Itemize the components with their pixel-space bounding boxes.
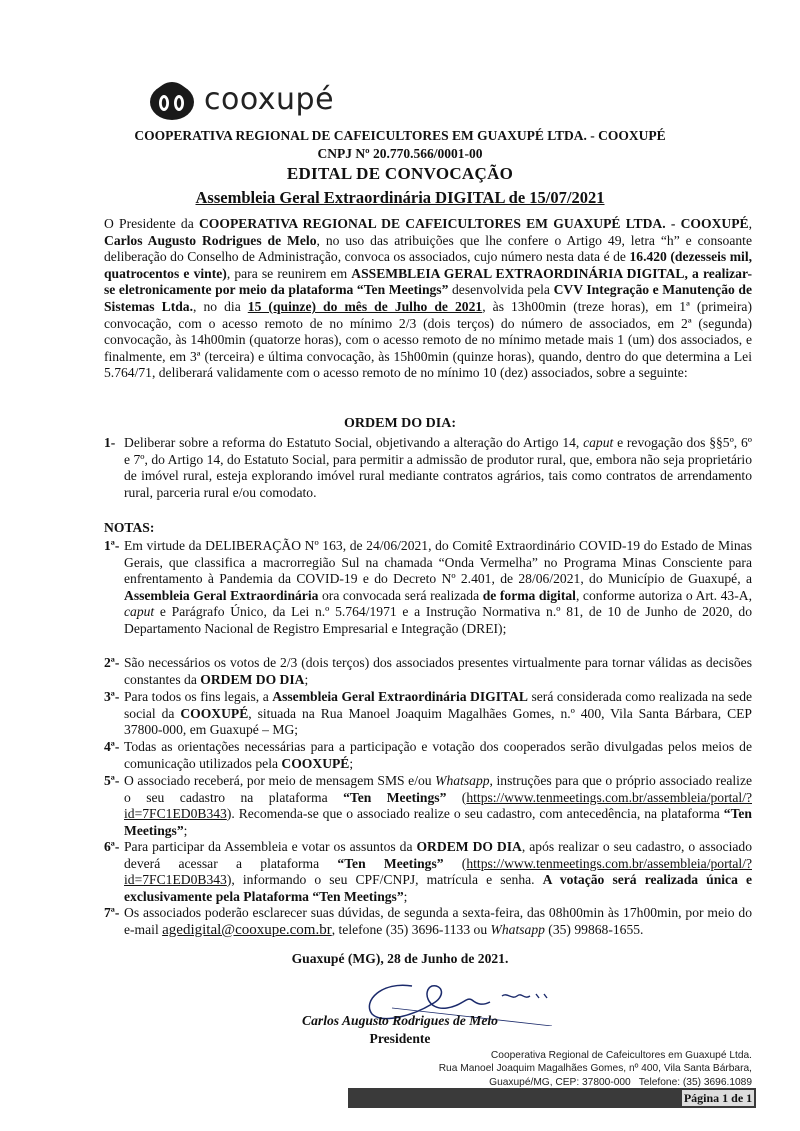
signer-name: Carlos Augusto Rodrigues de Melo	[302, 1013, 498, 1028]
intro-paragraph: O Presidente da COOPERATIVA REGIONAL DE CAFEICULTORES EM GUAXUPÉ LTDA. - COOXUPÉ, Carlos Augusto Rodrigues de Melo, no uso das atribuições que lhe confere o Artigo 49, letra “h” e consoante deliberação do Conselho de Administração, convoca os associados, cujo número nesta data é de 16.420 (dezesseis mil, quatrocentos e vinte), para se reunirem em ASSEMBLEIA GERAL EXTRAORDINÁRIA DIGITAL, a realizar-se eletronicamente por meio da plataforma “Ten Meetings” desenvolvida pela CVV Integração e Manutenção de Sistemas Ltda., no dia 15 (quinze) do mês de Julho de 2021, às 13h00min (treze horas), em 1ª (primeira) convocação, com o acesso remoto de no mínimo 2/3 (dois terços) do número de associados, em 2ª (segunda) convocação, às 14h00min (quatorze horas), com o acesso remoto de no mínimo metade mais 1 (um) dos associados, e finalmente, em 3ª (terceira) e última convocação, às 15h00min (quinze horas), quando, dentro do que determina a Lei 5.764/71, deliberará validamente com o acesso remoto de no mínimo 10 (dez) associados, sobre a seguinte:	[104, 216, 753, 381]
signer-role: Presidente	[369, 1031, 431, 1046]
logo-text: cooxupé	[204, 81, 335, 117]
cooxupe-logo-icon	[146, 76, 198, 122]
platform-link[interactable]: https://www.tenmeetings.com.br/assembleia/portal/?id=7FC1ED0B343	[124, 789, 752, 822]
email-link[interactable]: agedigital@cooxupe.com.br	[162, 921, 332, 938]
note-3: Para todos os fins legais, a Assembleia Geral Extraordinária DIGITAL será considerada como realizada na sede social da COOXUPÉ, situada na Rua Manoel Joaquim Magalhães Gomes, n.º 400, Vila Santa Bárbara, CEP 37800-000, em Guaxupé – MG;	[124, 689, 753, 738]
footer-line: Rua Manoel Joaquim Magalhães Gomes, nº 400, Vila Santa Bárbara,	[438, 1063, 752, 1075]
note-4: Todas as orientações necessárias para a participação e votação dos cooperados serão divulgadas pelos meios de comunicação utilizados pela COOXUPÉ;	[124, 739, 752, 771]
note-number: 7ª-	[104, 905, 120, 920]
document-subtitle: Assembleia Geral Extraordinária DIGITAL de 15/07/2021	[195, 188, 605, 207]
note-7: Os associados poderão esclarecer suas dúvidas, de segunda a sexta-feira, das 08h00min às 17h00min, por meio do e-mail agedigital@cooxupe.com.br, telefone (35) 3696-1133 ou Whatsapp (35) 99868-1655.	[124, 905, 752, 938]
footer-line: Guaxupé/MG, CEP: 37800-000 Telefone: (35) 3696.1089	[489, 1076, 752, 1088]
organization-name: COOPERATIVA REGIONAL DE CAFEICULTORES EM GUAXUPÉ LTDA. - COOXUPÉ	[134, 128, 666, 143]
page-number-box	[682, 1090, 754, 1106]
note-5: O associado receberá, por meio de mensagem SMS e/ou Whatsapp, instruções para que o próprio associado realize o seu cadastro na plataforma “Ten Meetings” (https://www.tenmeetings.com.br/assembleia/portal/?id=7FC1ED0B343). Recomenda-se que o associado realize o seu cadastro, com antecedência, na plataforma “Ten Meetings”;	[124, 773, 753, 838]
page-number-bar	[348, 1088, 756, 1108]
note-number: 2ª-	[104, 655, 120, 670]
note-number: 3ª-	[104, 689, 120, 704]
note-number: 1ª-	[104, 538, 120, 553]
cnpj: CNPJ Nº 20.770.566/0001-00	[317, 146, 483, 161]
note-2: São necessários os votos de 2/3 (dois terços) dos associados presentes virtualmente para tornar válidas as decisões constantes da ORDEM DO DIA;	[124, 655, 752, 687]
agenda-title: ORDEM DO DIA:	[344, 416, 456, 431]
note-number: 6ª-	[104, 839, 120, 854]
platform-link[interactable]: https://www.tenmeetings.com.br/assembleia/portal/?id=7FC1ED0B343	[124, 855, 752, 888]
note-number: 4ª-	[104, 739, 120, 754]
note-6: Para participar da Assembleia e votar os assuntos da ORDEM DO DIA, após realizar o seu cadastro, o associado deverá acessar a plataforma “Ten Meetings” (https://www.tenmeetings.com.br/assembleia/portal/?id=7FC1ED0B343), informando o seu CPF/CNPJ, matrícula e senha. A votação será realizada única e exclusivamente pela Plataforma “Ten Meetings”;	[124, 839, 752, 904]
page-number: Página 1 de 1	[683, 1091, 753, 1105]
footer-line: Cooperativa Regional de Cafeicultores em Guaxupé Ltda.	[490, 1050, 752, 1061]
agenda-item: Deliberar sobre a reforma do Estatuto Social, objetivando a alteração do Artigo 14, caput e revogação dos §§5º, 6º e 7º, do Artigo 14, do Estatuto Social, para permitir a admissão de produtor rural, que, embora não seja proprietário de imóvel rural, esteja explorando imóvel rural mediante contratos agrários, tais como contratos de arrendamento rural, parceria rural e/ou comodato.	[124, 435, 752, 500]
logo	[146, 74, 334, 124]
footer-address	[439, 1049, 752, 1089]
signature-date: Guaxupé (MG), 28 de Junho de 2021.	[291, 951, 509, 966]
note-number: 5ª-	[104, 773, 120, 788]
notes-title: NOTAS:	[104, 520, 155, 535]
document-title: EDITAL DE CONVOCAÇÃO	[286, 164, 514, 183]
agenda-item-number: 1-	[104, 435, 116, 450]
note-1: Em virtude da DELIBERAÇÃO Nº 163, de 24/06/2021, do Comitê Extraordinário COVID-19 do Estado de Minas Gerais, que classifica a macrorregião Sul na chamada “Onda Vermelha” no Programa Minas Consciente para enfrentamento à Pandemia da COVID-19 e do Decreto Nº 2.401, de 28/06/2021, do Município de Guaxupé, a Assembleia Geral Extraordinária ora convocada será realizada de forma digital, conforme autoriza o Art. 43-A, caput e Parágrafo Único, da Lei n.º 5.764/1971 e a Instrução Normativa n.º 81, de 10 de Junho de 2020, do Departamento Nacional de Registro Empresarial e Integração (DREI);	[124, 538, 752, 636]
